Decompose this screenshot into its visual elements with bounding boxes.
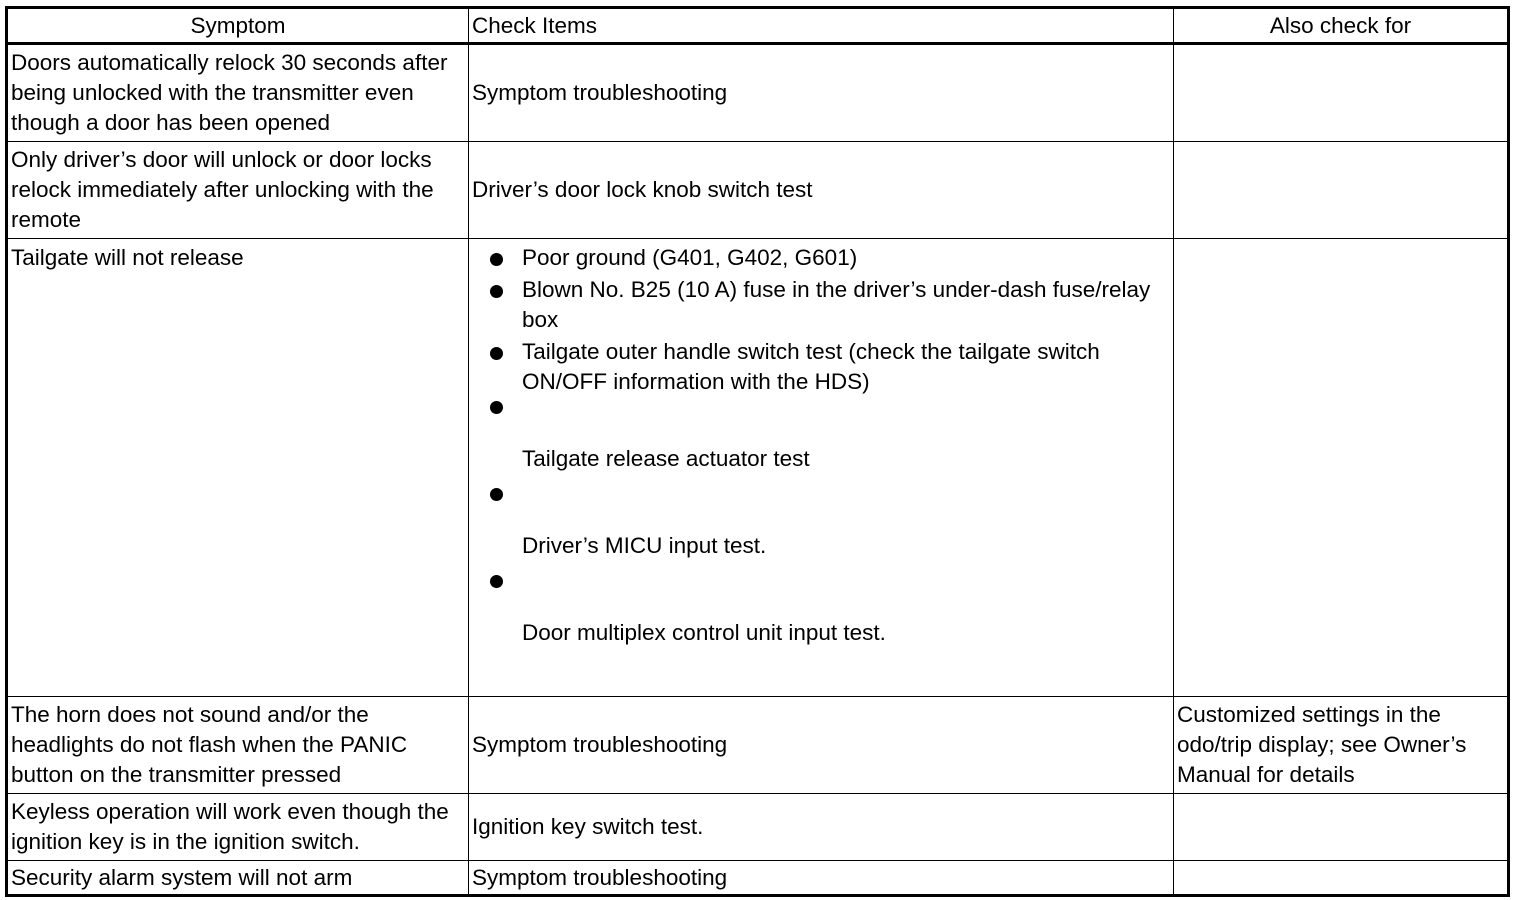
list-item — [472, 275, 1170, 335]
also-check-cell — [1174, 861, 1509, 896]
check-items-cell: Symptom troubleshooting — [469, 861, 1174, 896]
bullet-icon — [490, 347, 503, 360]
symptom-cell: Security alarm system will not arm — [7, 861, 469, 896]
header-check-items: Check Items — [469, 8, 1174, 44]
bullet-icon — [490, 575, 503, 588]
table-row — [7, 794, 1509, 861]
bullet-icon — [490, 401, 503, 414]
troubleshooting-table — [5, 6, 1510, 897]
list-item-text: Tailgate outer handle switch test (check the tailgate switch ON/OFF information with the HDS) — [522, 339, 1100, 394]
table-header-row — [7, 8, 1509, 44]
symptom-cell: Tailgate will not release — [7, 239, 469, 697]
list-item — [472, 573, 1170, 648]
symptom-cell: Doors automatically relock 30 seconds after being unlocked with the transmitter even though a door has been opened — [7, 44, 469, 142]
list-item-text: Driver’s MICU input test. — [522, 533, 767, 558]
check-items-cell: Ignition key switch test. — [469, 794, 1174, 861]
check-items-cell: Symptom troubleshooting — [469, 44, 1174, 142]
check-items-cell: Driver’s door lock knob switch test — [469, 142, 1174, 239]
list-item — [472, 337, 1170, 397]
also-check-cell — [1174, 44, 1509, 142]
list-item-text: Blown No. B25 (10 A) fuse in the driver’s under-dash fuse/relay box — [522, 277, 1151, 332]
symptom-cell: Keyless operation will work even though the ignition key is in the ignition switch. — [7, 794, 469, 861]
also-check-cell — [1174, 142, 1509, 239]
table-row — [7, 697, 1509, 794]
table-row — [7, 861, 1509, 896]
check-items-cell — [469, 239, 1174, 697]
also-check-cell: Customized settings in the odo/trip display; see Owner’s Manual for details — [1174, 697, 1509, 794]
symptom-cell: The horn does not sound and/or the headlights do not flash when the PANIC button on the transmitter pressed — [7, 697, 469, 794]
list-item-text: Door multiplex control unit input test. — [522, 620, 886, 645]
list-item-text: Poor ground (G401, G402, G601) — [522, 245, 858, 270]
check-items-list — [472, 239, 1170, 648]
header-also-check-for: Also check for — [1174, 8, 1509, 44]
check-items-cell: Symptom troubleshooting — [469, 697, 1174, 794]
list-item — [472, 486, 1170, 561]
symptom-cell: Only driver’s door will unlock or door locks relock immediately after unlocking with the remote — [7, 142, 469, 239]
list-item — [472, 243, 1170, 273]
bullet-icon — [490, 488, 503, 501]
bullet-icon — [490, 253, 503, 266]
bullet-icon — [490, 285, 503, 298]
also-check-cell — [1174, 239, 1509, 697]
table-row — [7, 142, 1509, 239]
list-item-text: Tailgate release actuator test — [522, 446, 810, 471]
also-check-cell — [1174, 794, 1509, 861]
list-item — [472, 399, 1170, 474]
table-row — [7, 239, 1509, 697]
header-symptom: Symptom — [7, 8, 469, 44]
table-row — [7, 44, 1509, 142]
